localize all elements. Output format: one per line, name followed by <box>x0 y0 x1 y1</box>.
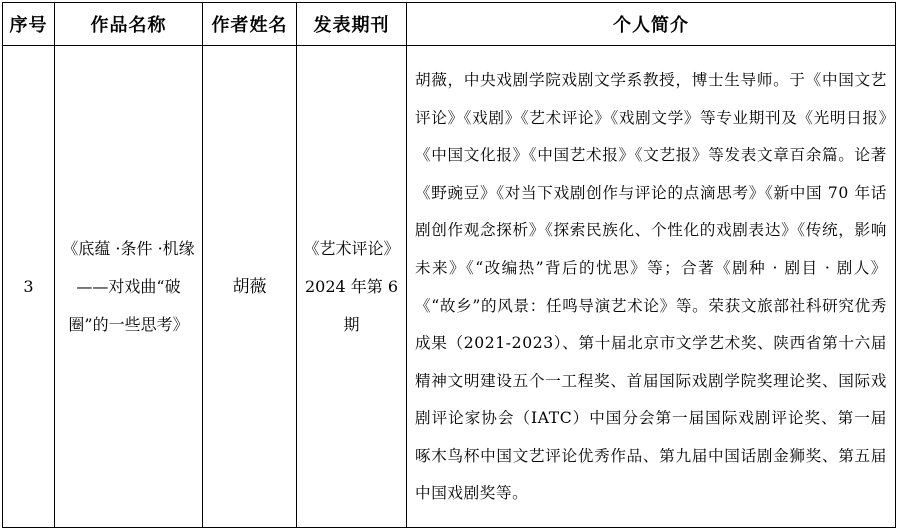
table-row <box>3 46 896 528</box>
work-title: 《底蕴 ·条件 ·机缘——对戏曲“破圈”的一些思考》 <box>55 46 203 528</box>
author-bio: 胡薇，中央戏剧学院戏剧文学系教授，博士生导师。于《中国文艺评论》《戏剧》《艺术评论》《戏剧文学》等专业期刊及《光明日报》《中国文化报》《中国艺术报》《文艺报》等发表文章百余篇。论著《野豌豆》《对当下戏剧创作与评论的点滴思考》《新中国 70 年话剧创作观念探析》《探索民族化、个性化的戏剧表达》《传统，影响未来》《“改编热”背后的忧思》等；合著《剧种 · 剧目 · 剧人》《“故乡”的风景：任鸣导演艺术论》等。荣获文旅部社科研究优秀成果（2021-2023）、第十届北京市文学艺术奖、陕西省第十六届精神文明建设五个一工程奖、首届国际戏剧学院奖理论奖、国际戏剧评论家协会（IATC）中国分会第一届国际戏剧评论奖、第一届啄木鸟杯中国文艺评论优秀作品、第九届中国话剧金狮奖、第五届中国戏剧奖等。 <box>407 46 896 528</box>
header-title: 作品名称 <box>55 3 203 46</box>
award-table <box>2 2 896 528</box>
header-publication: 发表期刊 <box>297 3 407 46</box>
row-number: 3 <box>3 46 55 528</box>
header-author: 作者姓名 <box>203 3 297 46</box>
header-row <box>3 3 896 46</box>
author-name: 胡薇 <box>203 46 297 528</box>
header-no: 序号 <box>3 3 55 46</box>
header-bio: 个人简介 <box>407 3 896 46</box>
publication: 《艺术评论》2024 年第 6 期 <box>297 46 407 528</box>
